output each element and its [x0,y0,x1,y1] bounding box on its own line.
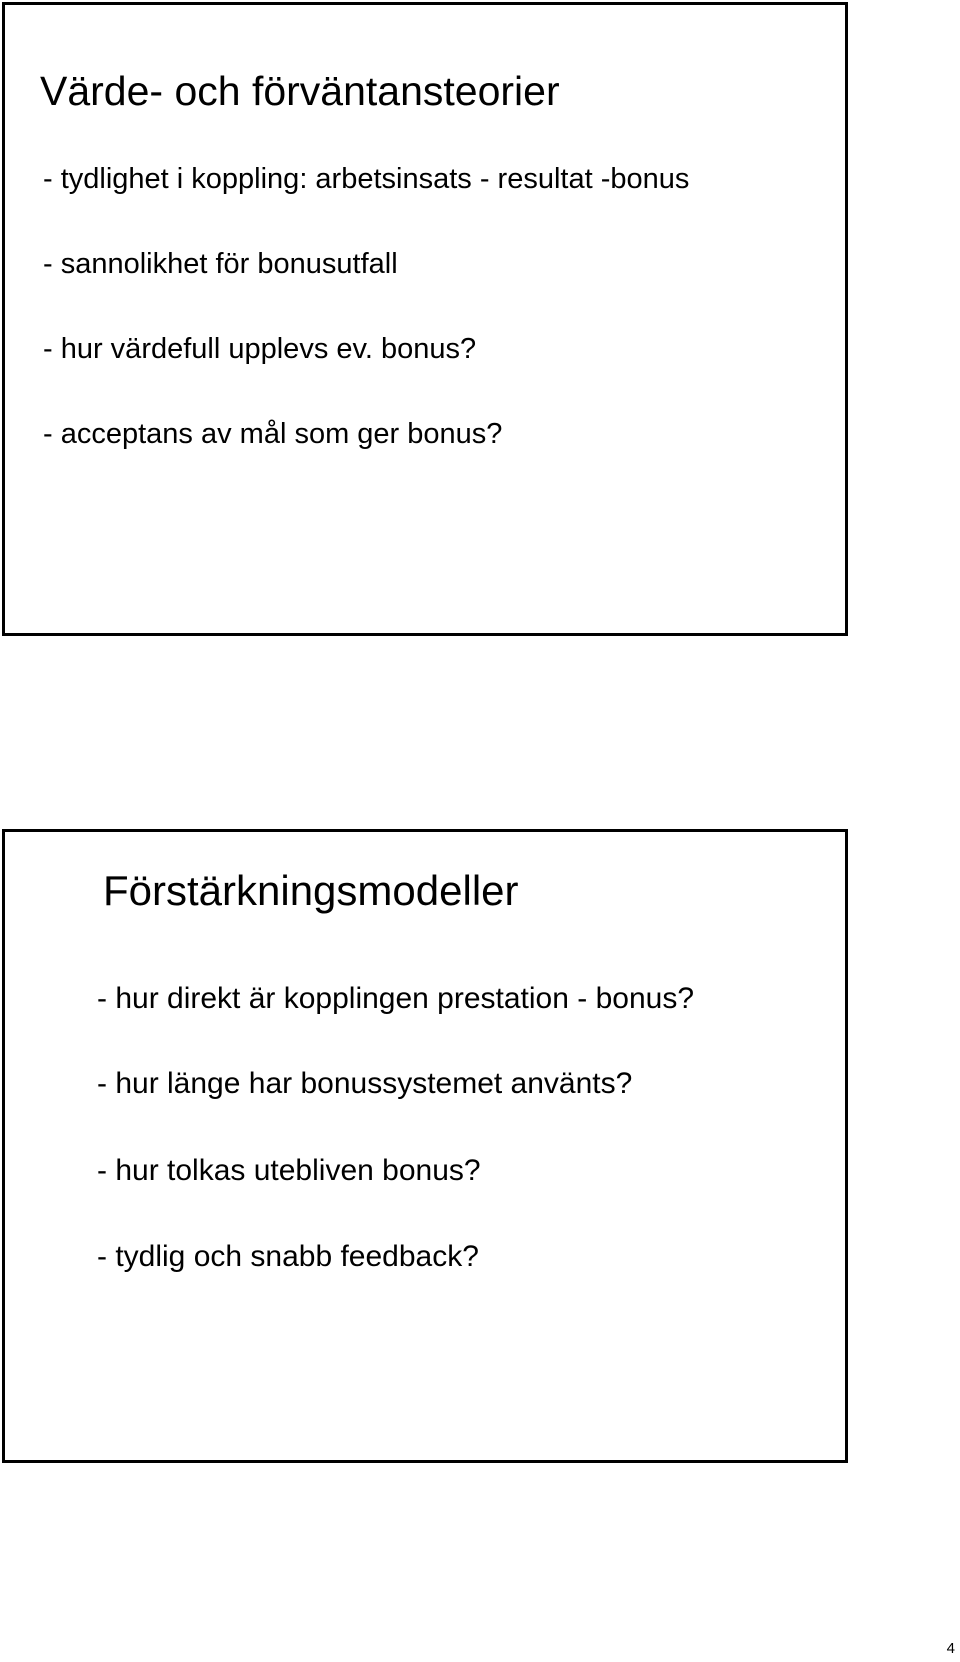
bullet-item: - hur direkt är kopplingen prestation - bonus? [97,982,695,1015]
bullet-item: - hur värdefull upplevs ev. bonus? [43,333,477,365]
bullet-item: - acceptans av mål som ger bonus? [43,418,503,450]
bullet-item: - hur länge har bonussystemet använts? [97,1067,633,1100]
bullet-item: - tydlig och snabb feedback? [97,1240,479,1273]
bullet-item: - hur tolkas utebliven bonus? [97,1154,481,1187]
slide-title: Värde- och förväntansteorier [40,68,560,114]
bullet-item: - sannolikhet för bonusutfall [43,248,398,280]
page-number: 4 [946,1640,955,1657]
slide-2 [2,829,848,1463]
slide-title: Förstärkningsmodeller [103,867,519,914]
slide-1 [2,2,848,636]
bullet-item: - tydlighet i koppling: arbetsinsats - resultat -bonus [43,163,690,195]
